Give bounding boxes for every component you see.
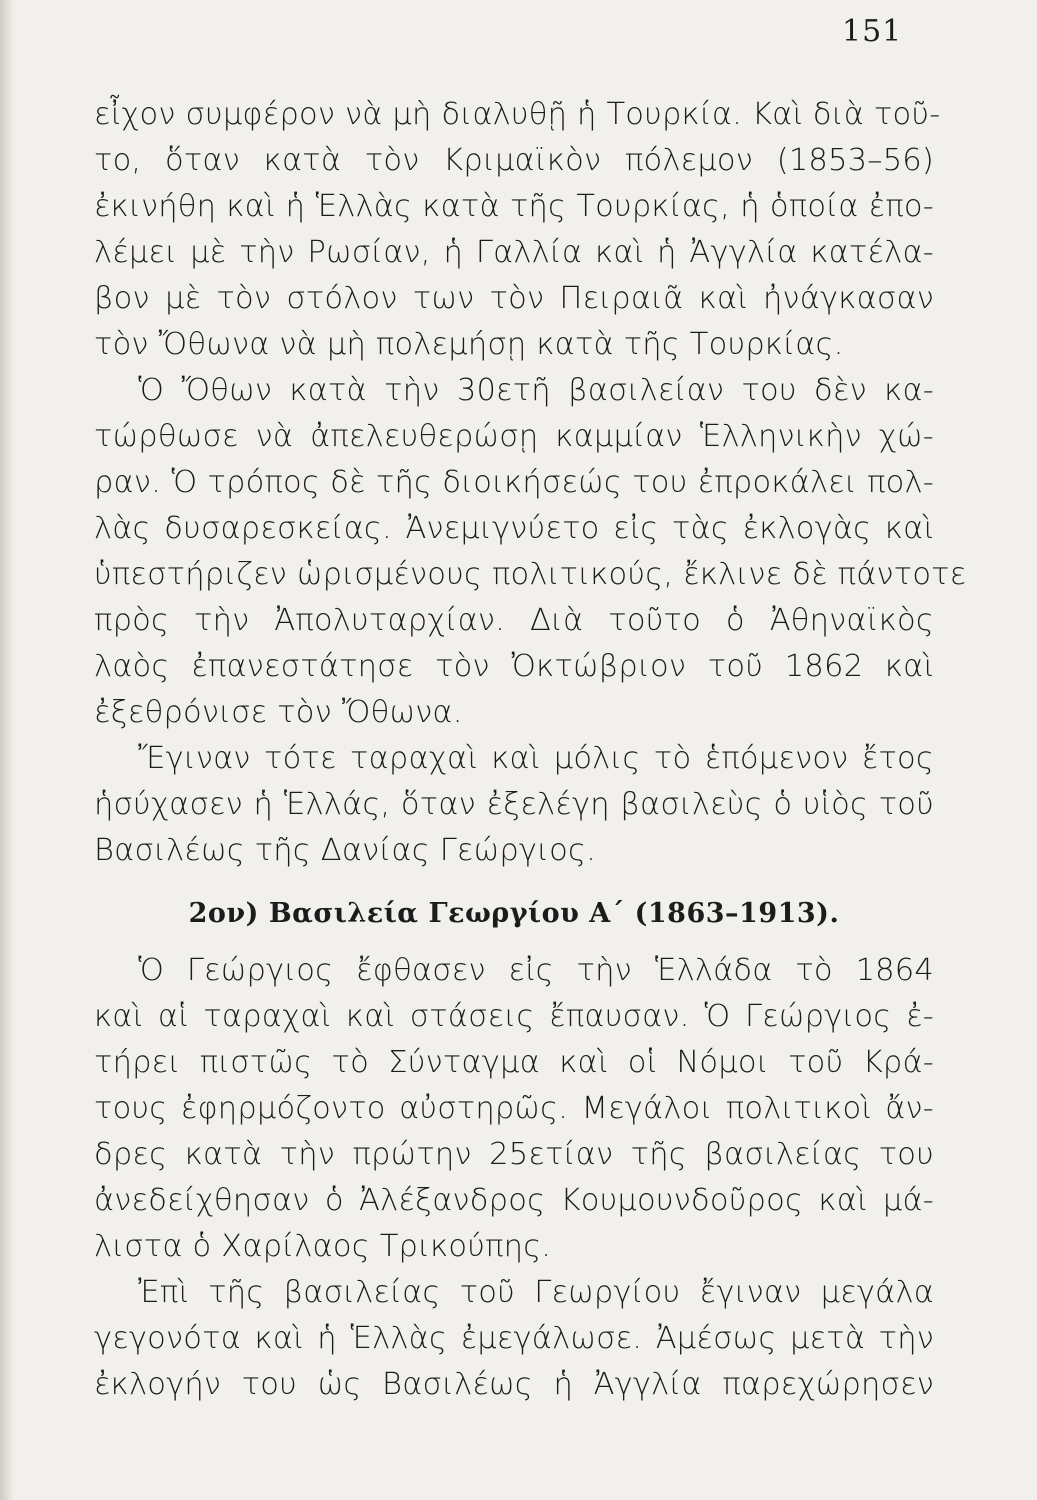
section-heading: 2ον) Βασιλεία Γεωργίου Α΄ (1863–1913).: [188, 898, 840, 929]
text-line: Ἐπὶ τῆς βασιλείας τοῦ Γεωργίου ἔγιναν μεγάλα: [138, 1275, 934, 1310]
text-line: λὰς δυσαρεσκείας. Ἀνεμιγνύετο εἰς τὰς ἐκλογὰς καὶ: [94, 511, 934, 546]
text-line: λέμει μὲ τὴν Ρωσίαν, ἡ Γαλλία καὶ ἡ Ἀγγλία κατέλα-: [94, 235, 934, 270]
text-line: Ὁ Ὄθων κατὰ τὴν 30ετῆ βασιλείαν του δὲν κα-: [138, 373, 934, 408]
text-line: λιστα ὁ Χαρίλαος Τρικούπης.: [94, 1229, 552, 1264]
text-line: ραν. Ὁ τρόπος δὲ τῆς διοικήσεώς του ἐπροκάλει πολ-: [94, 465, 934, 500]
text-line: λαὸς ἐπανεστάτησε τὸν Ὀκτώβριον τοῦ 1862 καὶ: [94, 649, 934, 684]
text-line: τους ἐφηρμόζοντο αὐστηρῶς. Μεγάλοι πολιτικοὶ ἄν-: [94, 1091, 934, 1126]
text-line: τώρθωσε νὰ ἀπελευθερώσῃ καμμίαν Ἑλληνικὴν χώ-: [94, 419, 934, 454]
text-line: ἐξεθρόνισε τὸν Ὄθωνα.: [94, 695, 463, 730]
text-line: ὑπεστήριζεν ὡρισμένους πολιτικούς, ἔκλινε δὲ πάντοτε: [94, 557, 967, 592]
text-line: Ὁ Γεώργιος ἔφθασεν εἰς τὴν Ἑλλάδα τὸ 1864: [138, 953, 934, 988]
text-line: καὶ αἱ ταραχαὶ καὶ στάσεις ἔπαυσαν. Ὁ Γεώργιος ἐ-: [94, 999, 934, 1034]
page-body: [94, 92, 967, 1408]
text-line: δρες κατὰ τὴν πρώτην 25ετίαν τῆς βασιλείας του: [94, 1137, 934, 1172]
text-line: πρὸς τὴν Ἀπολυταρχίαν. Διὰ τοῦτο ὁ Ἀθηναϊκὸς: [94, 603, 934, 638]
text-line: το, ὅταν κατὰ τὸν Κριμαϊκὸν πόλεμον (1853–56): [94, 143, 934, 178]
text-line: ἐκλογήν του ὡς Βασιλέως ἡ Ἀγγλία παρεχώρησεν: [94, 1367, 934, 1402]
text-line: εἶχον συμφέρον νὰ μὴ διαλυθῇ ἡ Τουρκία. Καὶ διὰ τοῦ-: [94, 97, 941, 132]
text-line: ἀνεδείχθησαν ὁ Ἀλέξανδρος Κουμουνδοῦρος καὶ μά-: [94, 1183, 934, 1218]
page-number: 151: [842, 14, 903, 49]
text-line: βον μὲ τὸν στόλον των τὸν Πειραιᾶ καὶ ἠνάγκασαν: [94, 281, 934, 316]
text-line: ἡσύχασεν ἡ Ἑλλάς, ὅταν ἐξελέγη βασιλεὺς ὁ υἱὸς τοῦ: [94, 787, 934, 822]
text-line: τήρει πιστῶς τὸ Σύνταγμα καὶ οἱ Νόμοι τοῦ Κρά-: [94, 1045, 934, 1080]
page-edge-shadow: [0, 0, 14, 1500]
text-line: γεγονότα καὶ ἡ Ἑλλὰς ἐμεγάλωσε. Ἀμέσως μετὰ τὴν: [94, 1321, 934, 1356]
text-line: Βασιλέως τῆς Δανίας Γεώργιος.: [94, 833, 596, 868]
text-line: Ἔγιναν τότε ταραχαὶ καὶ μόλις τὸ ἑπόμενον ἔτος: [138, 741, 934, 776]
text-line: ἐκινήθη καὶ ἡ Ἑλλὰς κατὰ τῆς Τουρκίας, ἡ ὁποία ἐπο-: [94, 189, 934, 224]
text-line: τὸν Ὄθωνα νὰ μὴ πολεμήσῃ κατὰ τῆς Τουρκίας.: [94, 327, 844, 362]
